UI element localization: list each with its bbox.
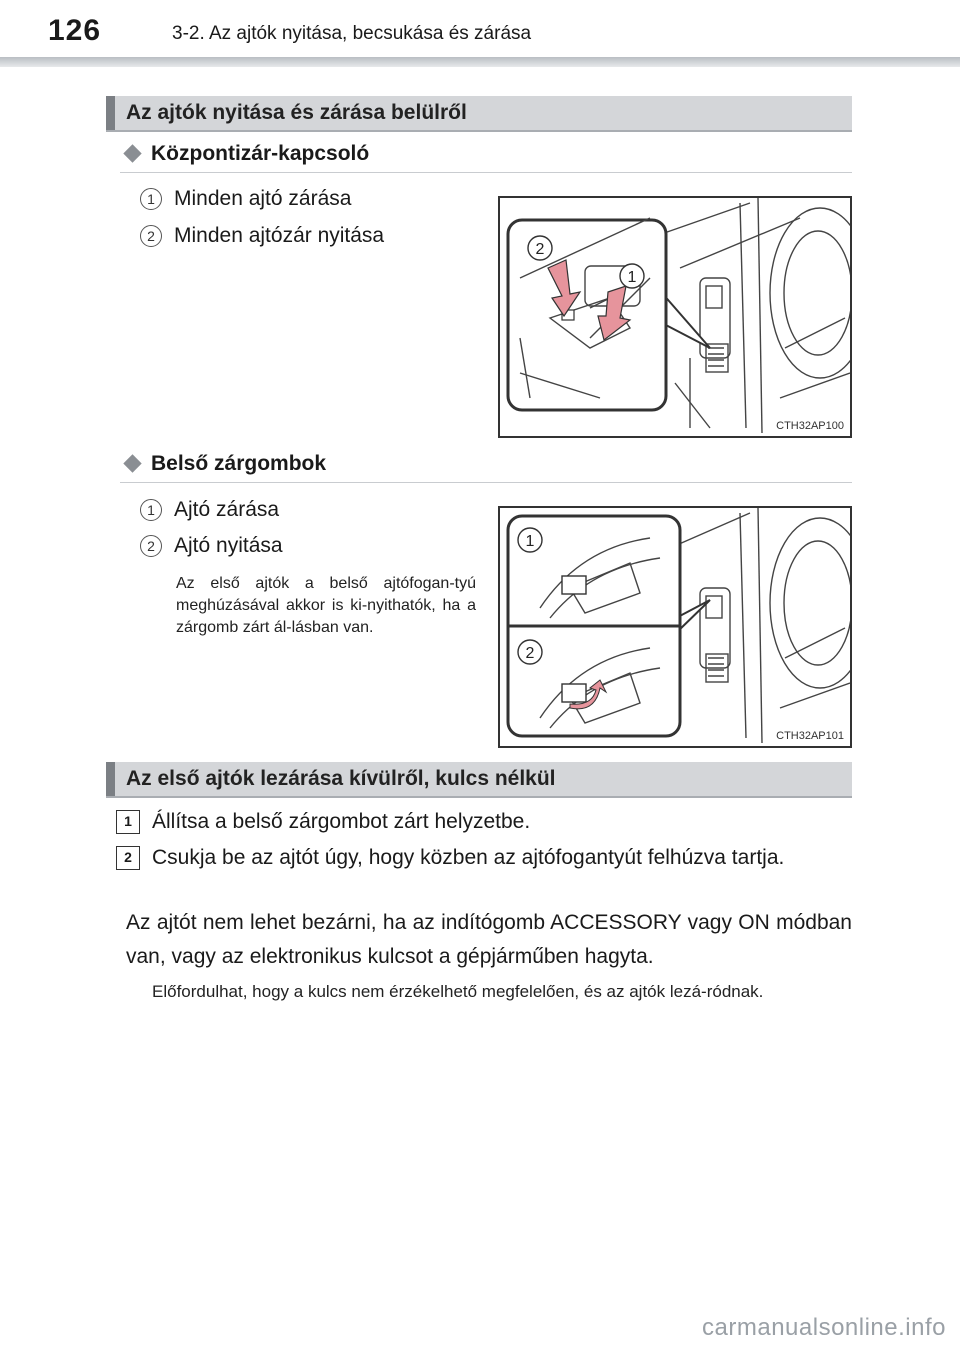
section-accent xyxy=(106,762,115,796)
figure-code: CTH32AP101 xyxy=(776,730,844,742)
subheading-central-lock xyxy=(120,142,369,166)
list-item xyxy=(140,498,279,522)
section-title: Az ajtók nyitása és zárása belülről xyxy=(126,101,467,124)
subheading-text: Belső zárgombok xyxy=(151,452,327,475)
diamond-bullet-icon xyxy=(123,454,141,472)
figure-code: CTH32AP100 xyxy=(776,420,844,432)
note-text: Előfordulhat, hogy a kulcs nem érzékelhető megfelelően, és az ajtók lezá-ródnak. xyxy=(152,982,764,1001)
step-number: 2 xyxy=(116,846,140,870)
circled-number: 2 xyxy=(140,225,162,247)
step-item xyxy=(116,841,852,875)
item-label: Minden ajtózár nyitása xyxy=(174,224,385,247)
door-handle-illustration xyxy=(500,508,850,746)
item-label: Ajtó nyitása xyxy=(174,534,283,557)
step-text: Állítsa a belső zárgombot zárt helyzetbe. xyxy=(152,810,531,833)
item-label: Minden ajtó zárása xyxy=(174,187,352,210)
item-label: Ajtó zárása xyxy=(174,498,280,521)
callout-label: 2 xyxy=(525,645,535,662)
circled-number: 1 xyxy=(140,499,162,521)
section-bar-inside xyxy=(106,96,852,132)
figure-inside-lock-buttons xyxy=(498,506,852,748)
step-number: 1 xyxy=(116,810,140,834)
subheading-rule xyxy=(120,482,852,483)
info-paragraph: Az ajtót nem lehet bezárni, ha az indítógomb ACCESSORY vagy ON módban van, vagy az elektronikus kulcsot a gépjárműben hagyta. xyxy=(126,911,852,968)
door-switch-illustration xyxy=(500,198,850,436)
subheading-text: Központizár-kapcsoló xyxy=(151,142,370,165)
section-accent xyxy=(106,96,115,130)
figure-central-lock-switch xyxy=(498,196,852,438)
watermark: carmanualsonline.info xyxy=(702,1314,946,1341)
chapter-title: 3-2. Az ajtók nyitása, becsukása és zárása xyxy=(172,23,532,44)
list-item xyxy=(140,224,384,248)
callout-label: 2 xyxy=(535,241,545,258)
step-text: Csukja be az ajtót úgy, hogy közben az ajtófogantyút felhúzva tartja. xyxy=(152,846,785,869)
header-rule xyxy=(0,57,960,67)
section-title: Az első ajtók lezárása kívülről, kulcs nélkül xyxy=(126,767,556,790)
circled-number: 1 xyxy=(140,188,162,210)
step-item xyxy=(116,805,852,839)
list-item xyxy=(140,534,283,558)
diamond-bullet-icon xyxy=(123,144,141,162)
callout-label: 1 xyxy=(525,533,535,550)
section-bar-outside xyxy=(106,762,852,798)
subheading-inside-lock-buttons xyxy=(120,452,326,476)
circled-number: 2 xyxy=(140,535,162,557)
subheading-rule xyxy=(120,172,852,173)
callout-label: 1 xyxy=(627,269,637,286)
page-number: 126 xyxy=(48,14,102,47)
note-text: Az első ajtók a belső ajtófogan-tyú meghúzásával akkor is ki-nyithatók, ha a zárgomb zárt ál-lásban van. xyxy=(176,575,476,636)
list-item xyxy=(140,187,351,211)
